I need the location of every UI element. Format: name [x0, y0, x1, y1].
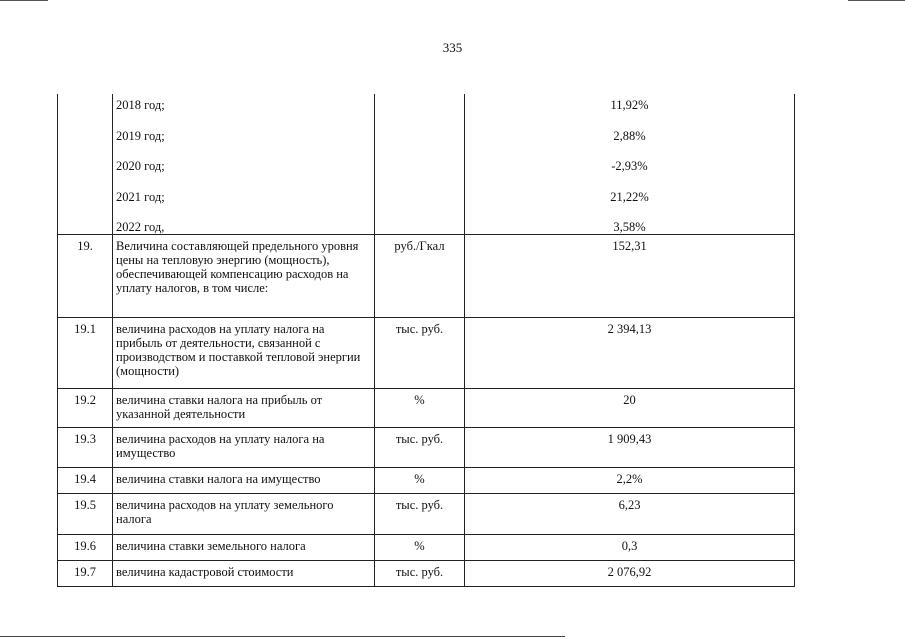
table-row [58, 235, 795, 318]
row-name: величина ставки налога на прибыль от указанной деятельности [113, 389, 375, 428]
row-name: величина расходов на уплату налога на прибыль от деятельности, связанной с производством и поставкой тепловой энергии (мощности) [113, 318, 375, 389]
row-num: 19.2 [58, 389, 113, 428]
row-num: 19.3 [58, 428, 113, 468]
year-label: 2022 год, [116, 220, 165, 235]
row-num: 19.6 [58, 535, 113, 561]
table-row [58, 494, 795, 535]
year-label: 2019 год; [116, 128, 165, 143]
table-row [58, 535, 795, 561]
row-unit: руб./Гкал [375, 235, 465, 318]
table-row [58, 561, 795, 587]
row-value: 6,23 [465, 494, 795, 535]
scan-edge-top-left [0, 0, 48, 1]
row-num: 19.7 [58, 561, 113, 587]
row-unit: % [375, 535, 465, 561]
row-name: величина кадастровой стоимости [113, 561, 375, 587]
row-unit: % [375, 389, 465, 428]
row-name: величина расходов на уплату земельного налога [113, 494, 375, 535]
row-unit: тыс. руб. [375, 318, 465, 389]
years-unit-cell [375, 94, 465, 235]
tariff-table [57, 94, 795, 587]
table-row [58, 468, 795, 494]
row-value: 1 909,43 [465, 428, 795, 468]
row-num: 19.4 [58, 468, 113, 494]
row-name: величина ставки налога на имущество [113, 468, 375, 494]
row-unit: % [375, 468, 465, 494]
years-value-cell [465, 94, 795, 235]
table-row [58, 428, 795, 468]
row-value: 0,3 [465, 535, 795, 561]
year-value: -2,93% [611, 159, 648, 174]
row-value: 2,2% [465, 468, 795, 494]
table-row [58, 318, 795, 389]
row-value: 2 394,13 [465, 318, 795, 389]
row-unit: тыс. руб. [375, 561, 465, 587]
year-value: 21,22% [610, 189, 649, 204]
year-value: 2,88% [613, 128, 646, 143]
row-unit: тыс. руб. [375, 428, 465, 468]
year-label: 2020 год; [116, 159, 165, 174]
year-value: 11,92% [610, 98, 649, 112]
row-value: 152,31 [465, 235, 795, 318]
row-num: 19.1 [58, 318, 113, 389]
row-name: Величина составляющей предельного уровня цены на тепловую энергию (мощность), обеспечивающей компенсацию расходов на уплату налогов, в том числе: [113, 235, 375, 318]
row-name: величина ставки земельного налога [113, 535, 375, 561]
years-num-cell [58, 94, 113, 235]
years-label-cell [113, 94, 375, 235]
scan-edge-bottom [0, 636, 565, 637]
row-num: 19. [58, 235, 113, 318]
year-value: 3,58% [613, 220, 646, 235]
year-label: 2018 год; [116, 98, 165, 112]
row-value: 2 076,92 [465, 561, 795, 587]
row-unit: тыс. руб. [375, 494, 465, 535]
year-label: 2021 год; [116, 189, 165, 204]
table-row [58, 389, 795, 428]
page-number: 335 [442, 40, 463, 55]
row-num: 19.5 [58, 494, 113, 535]
row-name: величина расходов на уплату налога на имущество [113, 428, 375, 468]
table-row-years [58, 94, 795, 235]
row-value: 20 [465, 389, 795, 428]
scan-edge-top-right [848, 0, 905, 1]
